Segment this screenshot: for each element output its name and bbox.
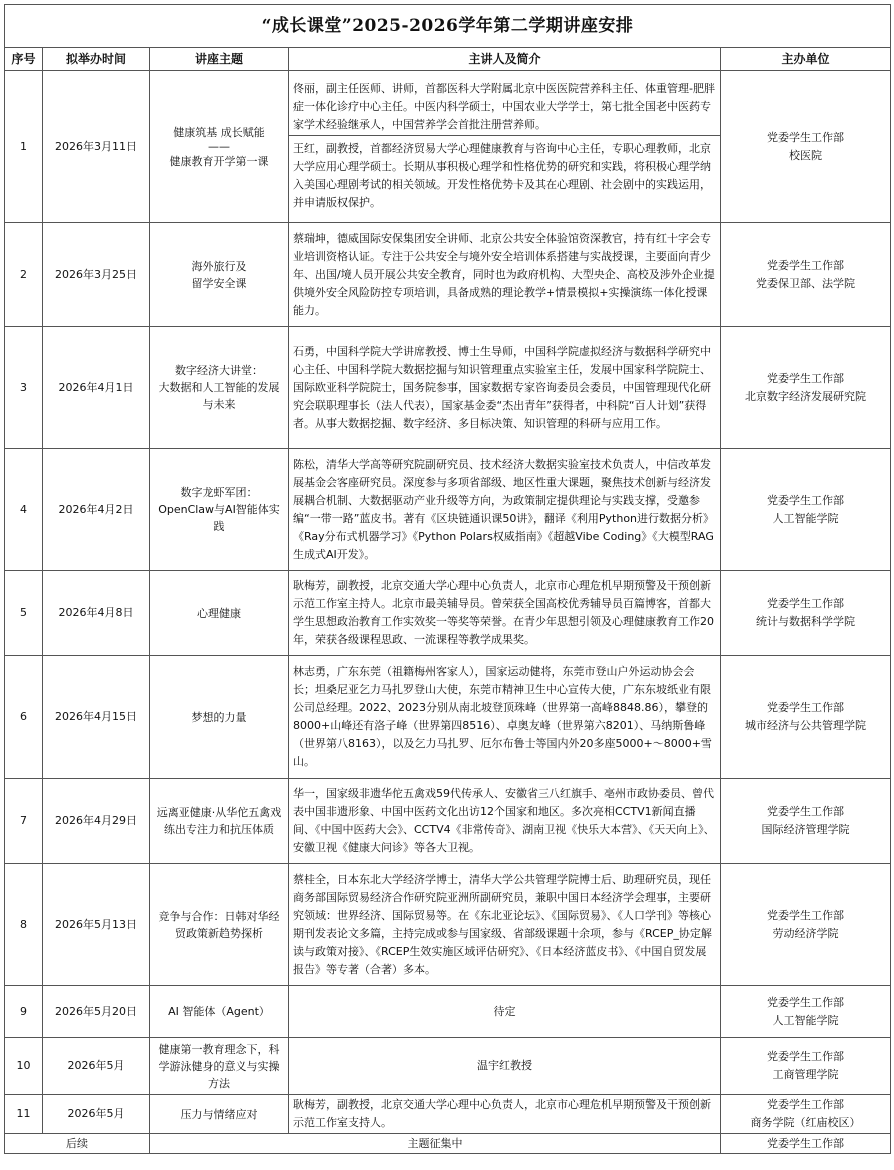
- row-no: 7: [5, 779, 43, 864]
- row-no: 4: [5, 449, 43, 571]
- organizer-line: 党委学生工作部: [767, 130, 845, 144]
- row-speaker: 耿梅芳，副教授，北京交通大学心理中心负责人，北京市心理危机早期预警及干预创新示范工作室主持人。北京市最美辅导员。曾荣获全国高校优秀辅导员百篇博客，首都大学生思想政治教育工作实效奖一等奖等荣誉。在青少年思想引领及心理健康教育工作20年，荣获各级课程思政、一流课程等教学成果奖。: [289, 571, 721, 656]
- row-organizer: [721, 1038, 891, 1095]
- row-no: 1: [5, 71, 43, 223]
- footer-label: 后续: [5, 1134, 150, 1154]
- row-date: 2026年4月15日: [43, 656, 150, 779]
- topic-line: 留学安全课: [191, 276, 247, 290]
- row-speaker: 蔡瑞坤，德威国际安保集团安全讲师、北京公共安全体验馆资深教官，持有红十字会专业培训资格认证。专注于公共安全与境外安全培训体系搭建与实战授课，主要面向青少年、出国/境人员开展公共安全教育，同时也为政府机构、大型央企、高校及涉外企业提供境外安全风险防控专项培训，具备成熟的理论教学+情景模拟+实操演练一体化授课能力。: [289, 223, 721, 327]
- table-row: [5, 449, 891, 571]
- row-organizer: [721, 1095, 891, 1134]
- table-title: “成长课堂”2025-2026学年第二学期讲座安排: [5, 5, 891, 48]
- row-topic: [150, 1038, 289, 1095]
- organizer-line: 党委学生工作部: [767, 908, 845, 922]
- organizer-line: 人工智能学院: [772, 511, 839, 525]
- row-topic: [150, 864, 289, 986]
- row-no: 2: [5, 223, 43, 327]
- row-speaker: [289, 71, 721, 223]
- row-date: 2026年4月1日: [43, 327, 150, 449]
- row-topic: [150, 1095, 289, 1134]
- table-row: [5, 986, 891, 1038]
- row-speaker: 蔡桂全，日本东北大学经济学博士，清华大学公共管理学院博士后、助理研究员，现任商务部国际贸易经济合作研究院亚洲所副研究员，兼职中国日本经济学会理事，主要研究领域：世界经济、国际贸易等。在《东北亚论坛》、《国际贸易》、《人口学刊》等核心期刊发表论文多篇，主持完成或参与国家级、省部级课题十余项，参与《RCEP_协定解读与政策对接》、《RCEP生效实施区域评估研究》、《日本经济蓝皮书》、《中国自贸发展报告》等专著（合著）多本。: [289, 864, 721, 986]
- table-row: [5, 71, 891, 223]
- table-row: [5, 327, 891, 449]
- row-topic: [150, 779, 289, 864]
- topic-line: 远离亚健康·从华佗五禽戏练出专注力和抗压体质: [156, 806, 282, 836]
- topic-line: 压力与情绪应对: [180, 1107, 258, 1121]
- organizer-line: 党委学生工作部: [767, 701, 845, 714]
- row-speaker: 耿梅芳，副教授，北京交通大学心理中心负责人，北京市心理危机早期预警及干预创新示范工作室支持人。: [289, 1095, 721, 1134]
- row-organizer: [721, 327, 891, 449]
- organizer-line: 党委保卫部、法学院: [756, 276, 856, 290]
- organizer-line: 北京数字经济发展研究院: [745, 389, 867, 403]
- row-topic: [150, 327, 289, 449]
- row-organizer: [721, 864, 891, 986]
- speaker-bio: 王红，副教授，首都经济贸易大学心理健康教育与咨询中心主任，专职心理教师，北京大学应用心理学硕士。长期从事积极心理学和性格优势的研究和实践，将积极心理学纳入美国心理剧考试的相关领域。开发性格优势卡及其在心理剧、社会剧中的实践运用，并申请版权保护。: [293, 142, 711, 209]
- row-date: 2026年4月8日: [43, 571, 150, 656]
- topic-line: 大数据和人工智能的发展与未来: [158, 381, 280, 411]
- row-topic: [150, 223, 289, 327]
- topic-line: AI 智能体（Agent）: [168, 1005, 270, 1018]
- row-topic: [150, 986, 289, 1038]
- header-speaker: 主讲人及简介: [289, 48, 721, 71]
- row-organizer: [721, 656, 891, 779]
- row-speaker: 温宇红教授: [289, 1038, 721, 1095]
- topic-line: 心理健康: [197, 606, 241, 620]
- organizer-line: 人工智能学院: [772, 1013, 839, 1027]
- header-date: 拟举办时间: [43, 48, 150, 71]
- row-topic: [150, 449, 289, 571]
- row-date: 2026年5月: [43, 1038, 150, 1095]
- header-organizer: 主办单位: [721, 48, 891, 71]
- topic-line: 海外旅行及: [191, 259, 247, 273]
- organizer-line: 党委学生工作部: [767, 493, 845, 507]
- topic-line: OpenClaw与AI智能体实践: [158, 503, 280, 533]
- row-speaker: 林志勇，广东东莞（祖籍梅州客家人），国家运动健将，东莞市登山户外运动协会会长；坦桑尼亚乞力马扎罗登山大使，东莞市精神卫生中心宣传大使，广东东坡纸业有限公司总经理。2022、2023分别从南北坡登顶珠峰（世界第一高峰8848.86），攀登的8000+山峰还有洛子峰（世界第四8516）、卓奥友峰（世界第六8201）、马纳斯鲁峰（世界第八8163），以及乞力马扎罗、厄尔布鲁士等国内外20多座5000+～8000+雪山。: [289, 656, 721, 779]
- row-organizer: [721, 449, 891, 571]
- organizer-line: 统计与数据科学学院: [756, 615, 856, 628]
- organizer-line: 工商管理学院: [772, 1068, 839, 1081]
- row-no: 3: [5, 327, 43, 449]
- topic-line: 健康筑基 成长赋能: [173, 125, 265, 139]
- organizer-line: 国际经济管理学院: [761, 823, 850, 836]
- organizer-line: 党委学生工作部: [767, 995, 845, 1009]
- row-no: 5: [5, 571, 43, 656]
- row-date: 2026年5月13日: [43, 864, 150, 986]
- organizer-line: 党委学生工作部: [767, 371, 845, 385]
- speaker-bio: 佟丽，副主任医师、讲师，首都医科大学附属北京中医医院营养科主任、体重管理-肥胖症一体化诊疗中心主任。中医内科学硕士，中国农业大学学士，第七批全国老中医药专家学术经验继承人，中国营养学会首批注册营养师。: [289, 79, 720, 136]
- table-row: [5, 779, 891, 864]
- topic-separator: ——: [208, 139, 230, 153]
- row-speaker: 华一，国家级非遗华佗五禽戏59代传承人、安徽省三八红旗手、亳州市政协委员、曾代表中国非遗形象、中国中医药文化出访12个国家和地区。多次亮相CCTV1新闻直播间、《中国中医药大会》、CCTV4《非常传奇》、湖南卫视《快乐大本营》、《天天向上》、安徽卫视《健康大问诊》等各大卫视。: [289, 779, 721, 864]
- header-no: 序号: [5, 48, 43, 71]
- table-row: [5, 1038, 891, 1095]
- row-topic: [150, 71, 289, 223]
- row-organizer: [721, 223, 891, 327]
- table-row: [5, 223, 891, 327]
- table-row: [5, 864, 891, 986]
- row-speaker: 待定: [289, 986, 721, 1038]
- organizer-line: 劳动经济学院: [772, 926, 839, 940]
- table-row: [5, 656, 891, 779]
- row-no: 6: [5, 656, 43, 779]
- row-no: 10: [5, 1038, 43, 1095]
- organizer-line: 党委学生工作部: [767, 258, 845, 272]
- organizer-line: 党委学生工作部: [767, 805, 845, 818]
- lecture-schedule-sheet: [4, 4, 890, 1154]
- row-speaker: 石勇，中国科学院大学讲席教授、博士生导师，中国科学院虚拟经济与数据科学研究中心主任、中国科学院大数据挖掘与知识管理重点实验室主任，发展中国家科学院院士、国际欧亚科学院院士，国务院参事，国家数据专家咨询委员会委员，中国管理现代化研究会联职理事长（法人代表），国家基金委“杰出青年”获得者，中科院“百人计划”获得者。从事大数据挖掘、数字经济、多目标决策、知识管理的科研与应用工作。: [289, 327, 721, 449]
- topic-line: 健康教育开学第一课: [169, 154, 269, 168]
- footer-topic: 主题征集中: [150, 1134, 721, 1154]
- row-topic: [150, 571, 289, 656]
- organizer-line: 党委学生工作部: [767, 1098, 845, 1111]
- row-organizer: [721, 986, 891, 1038]
- topic-line: 梦想的力量: [191, 710, 247, 724]
- organizer-line: 党委学生工作部: [767, 597, 845, 610]
- row-no: 8: [5, 864, 43, 986]
- organizer-line: 校医院: [789, 148, 823, 162]
- row-date: 2026年4月29日: [43, 779, 150, 864]
- organizer-line: 商务学院（红庙校区）: [750, 1116, 861, 1129]
- row-date: 2026年3月25日: [43, 223, 150, 327]
- row-organizer: [721, 571, 891, 656]
- row-organizer: [721, 779, 891, 864]
- organizer-line: 党委学生工作部: [767, 1050, 845, 1063]
- row-date: 2026年4月2日: [43, 449, 150, 571]
- table-row: [5, 571, 891, 656]
- footer-organizer: 党委学生工作部: [721, 1134, 891, 1154]
- topic-line: 健康第一教育理念下，科学游泳健身的意义与实操方法: [158, 1042, 280, 1090]
- footer-row: [5, 1134, 891, 1154]
- row-topic: [150, 656, 289, 779]
- table-row: [5, 1095, 891, 1134]
- row-date: 2026年3月11日: [43, 71, 150, 223]
- organizer-line: 城市经济与公共管理学院: [745, 719, 867, 732]
- row-speaker: 陈松，清华大学高等研究院副研究员、技术经济大数据实验室技术负责人，中信改革发展基金会客座研究员。深度参与多项省部级、地区性重大课题，聚焦技术创新与经济发展耦合机制、大数据驱动产业升级等方向，为政策制定提供理论与实践支撑，受邀参编“一带一路”蓝皮书。著有《区块链通识课50讲》，翻译《利用Python进行数据分析》《Ray分布式机器学习》《Python Polars权威指南》《超越Vibe Coding》《大模型RAG生成式AI开发》。: [289, 449, 721, 571]
- row-date: 2026年5月20日: [43, 986, 150, 1038]
- topic-line: 竞争与合作：日韩对华经贸政策新趋势探析: [158, 909, 280, 940]
- row-no: 9: [5, 986, 43, 1038]
- topic-line: 数字经济大讲堂：: [175, 364, 263, 377]
- lecture-schedule-table: [4, 4, 891, 1154]
- row-no: 11: [5, 1095, 43, 1134]
- topic-line: 数字龙虾军团：: [180, 486, 258, 499]
- header-topic: 讲座主题: [150, 48, 289, 71]
- row-organizer: [721, 71, 891, 223]
- row-date: 2026年5月: [43, 1095, 150, 1134]
- header-row: [5, 48, 891, 71]
